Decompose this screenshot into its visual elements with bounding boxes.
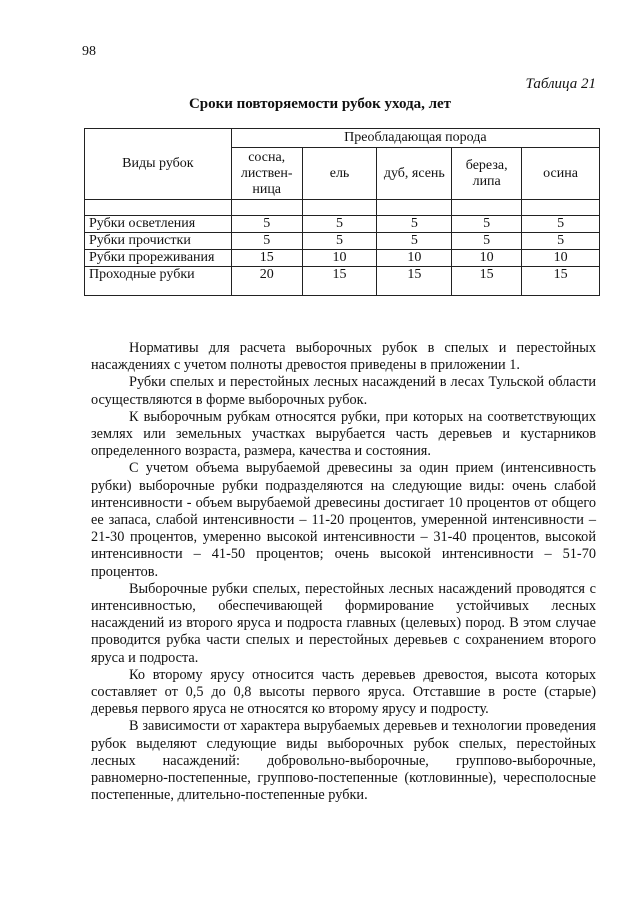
page-number: 98 (82, 44, 96, 59)
value-cell: 15 (231, 250, 302, 267)
table-label: Таблица 21 (525, 76, 596, 92)
paragraph: К выборочным рубкам относятся рубки, при которых на соответствующих землях или земельных участках вырубается часть деревьев и кустарников определенного возраста, размера, качества и состояния. (91, 408, 596, 460)
value-cell: 15 (522, 267, 600, 296)
group-header-cell: Преобладающая порода (231, 129, 599, 148)
table-row (85, 216, 600, 233)
species-header-cell: сосна, листвен-ница (231, 148, 302, 200)
value-cell: 5 (452, 233, 522, 250)
value-cell: 15 (452, 267, 522, 296)
paragraph: С учетом объема вырубаемой древесины за один прием (интенсивность рубки) выборочные рубки подразделяются на следующие виды: очень слабой интенсивности - объем вырубаемой древесины достигает 10 процентов от общего ее запаса, слабой интенсивности – 11-20 процентов, умеренной интенсивности – 21-30 процентов, умеренно высокой интенсивности – 31-40 процентов, высокой интенсивности – 41-50 процентов; очень высокой интенсивности – 51-70 процентов. (91, 460, 596, 580)
value-cell: 5 (377, 216, 452, 233)
table-row (85, 267, 600, 296)
value-cell: 15 (377, 267, 452, 296)
felling-type-cell: Рубки прореживания (85, 250, 232, 267)
value-cell: 5 (231, 233, 302, 250)
table-spacer-row (85, 200, 600, 216)
paragraph: Выборочные рубки спелых, перестойных лесных насаждений проводятся с интенсивностью, обеспечивающей формирование устойчивых лесных насаждений из второго яруса и подроста главных (целевых) пород. В этом случае проводится рубка части спелых и перестойных деревьев с сохранением второго яруса и подроста. (91, 580, 596, 666)
paragraph: Рубки спелых и перестойных лесных насаждений в лесах Тульской области осуществляются в форме выборочных рубок. (91, 374, 596, 408)
felling-interval-table (84, 128, 600, 296)
felling-type-cell: Рубки прочистки (85, 233, 232, 250)
body-text (91, 340, 596, 804)
value-cell: 5 (452, 216, 522, 233)
value-cell: 10 (522, 250, 600, 267)
value-cell: 10 (302, 250, 377, 267)
value-cell: 10 (377, 250, 452, 267)
value-cell: 5 (377, 233, 452, 250)
value-cell: 10 (452, 250, 522, 267)
felling-type-cell: Рубки осветления (85, 216, 232, 233)
paragraph: Ко второму ярусу относится часть деревьев древостоя, высота которых составляет от 0,5 до 0,8 высоты первого яруса. Отставшие в росте (старые) деревья первого яруса не относятся ко второму ярусу и подросту. (91, 666, 596, 718)
value-cell: 5 (302, 233, 377, 250)
value-cell: 5 (302, 216, 377, 233)
value-cell: 5 (522, 233, 600, 250)
species-header-cell: ель (302, 148, 377, 200)
table-row (85, 250, 600, 267)
value-cell: 15 (302, 267, 377, 296)
paragraph: Нормативы для расчета выборочных рубок в спелых и перестойных насаждениях с учетом полноты древостоя приведены в приложении 1. (91, 340, 596, 374)
value-cell: 5 (231, 216, 302, 233)
felling-type-cell: Проходные рубки (85, 267, 232, 296)
table-row (85, 233, 600, 250)
species-header-cell: береза, липа (452, 148, 522, 200)
value-cell: 20 (231, 267, 302, 296)
table-title: Сроки повторяемости рубок ухода, лет (188, 96, 452, 112)
row-header-cell: Виды рубок (85, 129, 232, 200)
value-cell: 5 (522, 216, 600, 233)
species-header-cell: осина (522, 148, 600, 200)
paragraph: В зависимости от характера вырубаемых деревьев и технологии проведения рубок выделяют следующие виды выборочных рубок спелых, перестойных лесных насаждений: добровольно-выборочные, группово-выборочные, равномерно-постепенные, группово-постепенные (котловинные), чересполосные постепенные, длительно-постепенные рубки. (91, 718, 596, 804)
species-header-cell: дуб, ясень (377, 148, 452, 200)
